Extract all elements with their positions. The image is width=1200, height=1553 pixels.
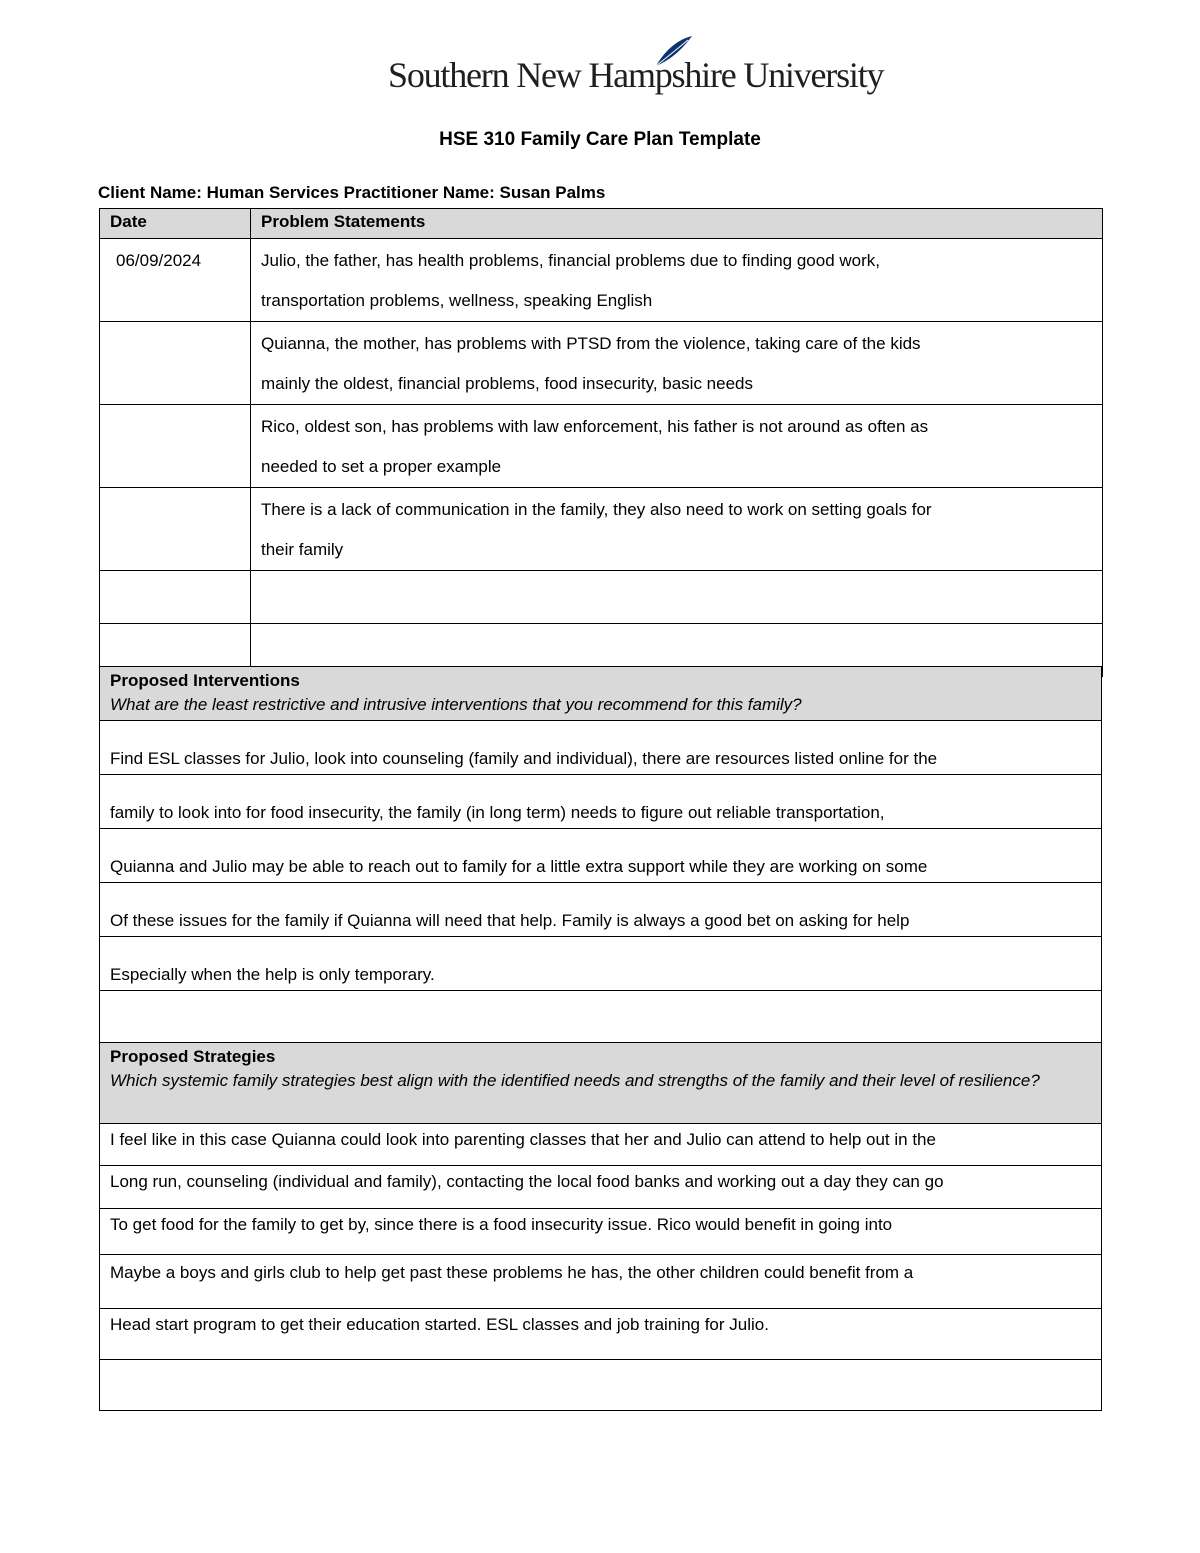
table-row: [100, 991, 1102, 1045]
problem-statements-column-header: Problem Statements: [251, 209, 1103, 239]
problem-line: Julio, the father, has health problems, financial problems due to finding good work,: [261, 251, 880, 270]
problem-line: Quianna, the mother, has problems with PTSD from the violence, taking care of the kids: [261, 334, 921, 353]
table-row: [100, 1209, 1102, 1255]
table-row: [100, 721, 1102, 775]
strategy-line: Maybe a boys and girls club to help get past these problems he has, the other children could benefit from a: [100, 1255, 1102, 1309]
intervention-line: Find ESL classes for Julio, look into counseling (family and individual), there are resources listed online for the: [100, 721, 1102, 775]
problem-cell: [251, 488, 1103, 571]
strategy-line: [100, 1360, 1102, 1411]
date-cell: 06/09/2024: [100, 239, 251, 322]
proposed-interventions-table: [99, 666, 1102, 1045]
table-row: [100, 488, 1103, 571]
table-row: [100, 1360, 1102, 1411]
strategy-line: I feel like in this case Quianna could look into parenting classes that her and Julio can attend to help out in the: [100, 1124, 1102, 1166]
section-header-row: [100, 667, 1102, 721]
empty-cell: [100, 571, 251, 624]
section-title: Proposed Interventions: [110, 671, 300, 690]
table-row: [100, 1309, 1102, 1360]
table-row: [100, 405, 1103, 488]
intervention-line: family to look into for food insecurity, the family (in long term) needs to figure out reliable transportation,: [100, 775, 1102, 829]
table-row: [100, 1166, 1102, 1209]
proposed-strategies-table: [99, 1042, 1102, 1411]
section-header-row: [100, 1043, 1102, 1124]
problem-statements-table: [99, 208, 1103, 677]
client-practitioner-line: Client Name: Human Services Practitioner Name: Susan Palms: [98, 183, 606, 202]
table-row: [100, 1124, 1102, 1166]
date-column-header: Date: [100, 209, 251, 239]
feather-icon: [652, 34, 696, 70]
section-header-cell: [100, 667, 1102, 721]
problem-cell: [251, 322, 1103, 405]
strategy-line: Long run, counseling (individual and family), contacting the local food banks and working out a day they can go: [100, 1166, 1102, 1209]
table-row: [100, 775, 1102, 829]
section-title: Proposed Strategies: [110, 1047, 276, 1066]
date-cell: [100, 405, 251, 488]
problem-line: There is a lack of communication in the family, they also need to work on setting goals for: [261, 500, 932, 519]
problem-line: transportation problems, wellness, speaking English: [261, 291, 653, 310]
table-row: [100, 1255, 1102, 1309]
table-row: [100, 322, 1103, 405]
strategy-line: To get food for the family to get by, since there is a food insecurity issue. Rico would benefit in going into: [100, 1209, 1102, 1255]
problem-line: their family: [261, 540, 344, 559]
empty-row: [100, 571, 1103, 624]
table-header-row: [100, 209, 1103, 239]
logo-wordmark: Southern New Hampshire University: [388, 55, 884, 95]
intervention-line: Especially when the help is only temporary.: [100, 937, 1102, 991]
intervention-line: [100, 991, 1102, 1045]
table-row: [100, 883, 1102, 937]
problem-line: needed to set a proper example: [261, 457, 502, 476]
document-title: HSE 310 Family Care Plan Template: [439, 129, 761, 150]
empty-cell: [251, 571, 1103, 624]
problem-cell: [251, 405, 1103, 488]
table-row: [100, 239, 1103, 322]
date-cell: [100, 322, 251, 405]
section-header-cell: [100, 1043, 1102, 1124]
date-cell: [100, 488, 251, 571]
problem-line: mainly the oldest, financial problems, food insecurity, basic needs: [261, 374, 753, 393]
table-row: [100, 829, 1102, 883]
table-row: [100, 937, 1102, 991]
intervention-line: Of these issues for the family if Quianna will need that help. Family is always a good bet on asking for help: [100, 883, 1102, 937]
strategy-line: Head start program to get their education started. ESL classes and job training for Julio.: [100, 1309, 1102, 1360]
section-question: Which systemic family strategies best align with the identified needs and strengths of the family and their level of resilience?: [110, 1071, 1040, 1090]
university-logo: [380, 30, 884, 105]
problem-cell: [251, 239, 1103, 322]
section-question: What are the least restrictive and intrusive interventions that you recommend for this family?: [110, 695, 802, 714]
intervention-line: Quianna and Julio may be able to reach out to family for a little extra support while they are working on some: [100, 829, 1102, 883]
problem-line: Rico, oldest son, has problems with law enforcement, his father is not around as often as: [261, 417, 929, 436]
